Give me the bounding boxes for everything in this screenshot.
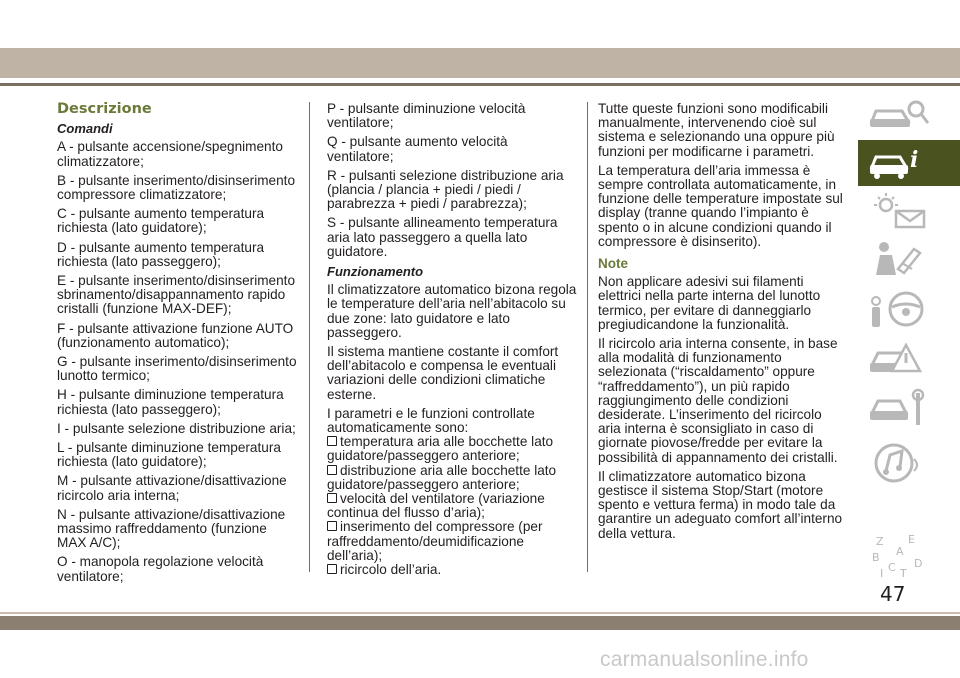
list-item: P - pulsante diminuzione velocità ventilatore;: [327, 101, 526, 131]
list-item: O - manopola regolazione velocità ventilatore;: [57, 554, 264, 584]
note-paragraph: Il ricircolo aria interna consente, in base alla modalità di funzionamento selezionata (“riscaldamento” oppure “raffreddamento”), un più rapido raggiungimento delle condizioni desiderate. L’inserimento del ricircolo aria interna è sconsigliato in caso di giornate piovose/fredde per evitare la possibilità di appannamento dei cristalli.: [598, 336, 838, 465]
list-item: N - pulsante attivazione/disattivazione massimo raffreddamento (funzione MAX A/C);: [57, 506, 286, 551]
list-item: I - pulsante selezione distribuzione aria;: [57, 420, 296, 436]
bullet-item: temperatura aria alle bocchette lato guidatore/passeggero anteriore;: [327, 434, 554, 464]
list-item: C - pulsante aumento temperatura richiesta (lato guidatore);: [57, 206, 265, 236]
list-item: Q - pulsante aumento velocità ventilatore;: [327, 134, 508, 164]
nav-car-service[interactable]: [858, 384, 960, 430]
nav-safety[interactable]: [858, 236, 960, 282]
paragraph: I parametri e le funzioni controllate automaticamente sono:: [327, 405, 535, 436]
svg-text:I: I: [880, 567, 884, 580]
list-item: M - pulsante attivazione/disattivazione ricircolo aria interna;: [57, 473, 287, 503]
checkbox-bullet-icon: [327, 564, 337, 574]
bullet-item: inserimento del compressore (per raffreddamento/deumidificazione dell’aria);: [327, 519, 543, 563]
bottom-footer-line: [0, 612, 960, 614]
list-item: H - pulsante diminuzione temperatura richiesta (lato passeggero);: [57, 387, 284, 417]
svg-text:E: E: [908, 533, 915, 546]
bullet-item: velocità del ventilatore (variazione continua del flusso d’aria);: [327, 491, 545, 521]
section-title: Descrizione: [57, 101, 152, 117]
comandi-title: Comandi: [57, 121, 113, 137]
list-item: L - pulsante diminuzione temperatura richiesta (lato guidatore);: [57, 440, 281, 470]
top-header-band: [0, 48, 960, 78]
checkbox-bullet-icon: [327, 465, 337, 475]
nav-car-search[interactable]: [858, 92, 960, 138]
steering-wheel-icon: [866, 287, 936, 331]
bottom-footer-band: [0, 616, 960, 630]
list-item: B - pulsante inserimento/disinserimento compressore climatizzatore;: [57, 172, 296, 203]
nav-emergency[interactable]: [858, 334, 960, 380]
index-icon: [866, 531, 936, 581]
nav-steering[interactable]: [858, 284, 960, 330]
watermark: carmanualsonline.info: [600, 648, 809, 671]
paragraph: Il sistema mantiene costante il comfort dell’abitacolo e compensa le eventuali variazioni delle condizioni climatiche esterne.: [327, 344, 559, 402]
svg-text:B: B: [872, 551, 880, 564]
column-divider: [587, 102, 588, 572]
page-number: 47: [880, 582, 906, 606]
list-item: E - pulsante inserimento/disinserimento sbrinamento/disappannamento rapido cristalli (funzione MAX-DEF);: [57, 273, 296, 317]
list-item: F - pulsante attivazione funzione AUTO (funzionamento automatico);: [57, 320, 294, 350]
list-item: S - pulsante allineamento temperatura aria lato passeggero a quella lato guidatore.: [327, 215, 558, 259]
column-2: [327, 102, 577, 577]
car-search-icon: [866, 95, 936, 135]
note-paragraph: Non applicare adesivi sui filamenti elettrici nella parte interna del lunotto termico, per evitare di danneggiarlo pregiudicandone la funzionalità.: [598, 274, 821, 332]
funzionamento-title: Funzionamento: [327, 264, 424, 280]
list-item: R - pulsanti selezione distribuzione aria (plancia / plancia + piedi / piedi / parabrezza + piedi / parabrezza);: [327, 167, 564, 212]
bullet-list: [327, 435, 577, 577]
paragraph: Il climatizzatore automatico bizona regola le temperature dell’aria nell’abitacolo su due zone: lato guidatore e lato passeggero.: [327, 282, 577, 340]
list-item: D - pulsante aumento temperatura richiesta (lato passeggero);: [57, 239, 265, 269]
safety-icon: [866, 239, 936, 279]
nav-warning-lights[interactable]: [858, 188, 960, 234]
svg-text:T: T: [900, 567, 907, 580]
list-item: A - pulsante accensione/spegnimento climatizzatore;: [57, 139, 283, 169]
car-info-icon: [866, 143, 936, 183]
nav-index[interactable]: [858, 528, 960, 582]
emergency-icon: [866, 337, 936, 381]
warning-lights-icon: [866, 191, 936, 231]
bullet-item: ricircolo dell’aria.: [327, 563, 577, 577]
top-header-line: [0, 83, 960, 86]
note-paragraph: Il climatizzatore automatico bizona gestisce il sistema Stop/Start (motore spento e vettura ferma) in modo tale da garantire un adeguato comfort all’interno della vettura.: [598, 468, 843, 541]
column-3: [598, 102, 844, 546]
paragraph: La temperatura dell’aria immessa è sempre controllata automaticamente, in funzione delle temperature impostate sul display (tranne quando l’impianto è spento o in alcune condizioni quando il compressore è disinserito).: [598, 162, 843, 249]
list-item: G - pulsante inserimento/disinserimento lunotto termico;: [57, 354, 297, 384]
column-divider: [309, 102, 310, 572]
note-title: Note: [598, 256, 628, 272]
checkbox-bullet-icon: [327, 436, 337, 446]
checkbox-bullet-icon: [327, 493, 337, 503]
svg-text:D: D: [914, 557, 923, 570]
svg-text:i: i: [910, 147, 919, 173]
paragraph: Tutte queste funzioni sono modificabili manualmente, intervenendo cioè sul sistema e selezionando una oppure più funzioni per modificarne i parametri.: [598, 101, 835, 159]
svg-text:A: A: [896, 545, 904, 558]
nav-car-info[interactable]: [858, 140, 960, 186]
svg-text:Z: Z: [876, 535, 884, 548]
bullet-item: distribuzione aria alle bocchette lato guidatore/passeggero anteriore;: [327, 462, 557, 492]
column-1: [57, 102, 297, 589]
svg-text:C: C: [888, 561, 896, 574]
multimedia-icon: [866, 437, 936, 491]
car-service-icon: [866, 387, 936, 431]
checkbox-bullet-icon: [327, 521, 337, 531]
nav-multimedia[interactable]: [858, 434, 960, 480]
